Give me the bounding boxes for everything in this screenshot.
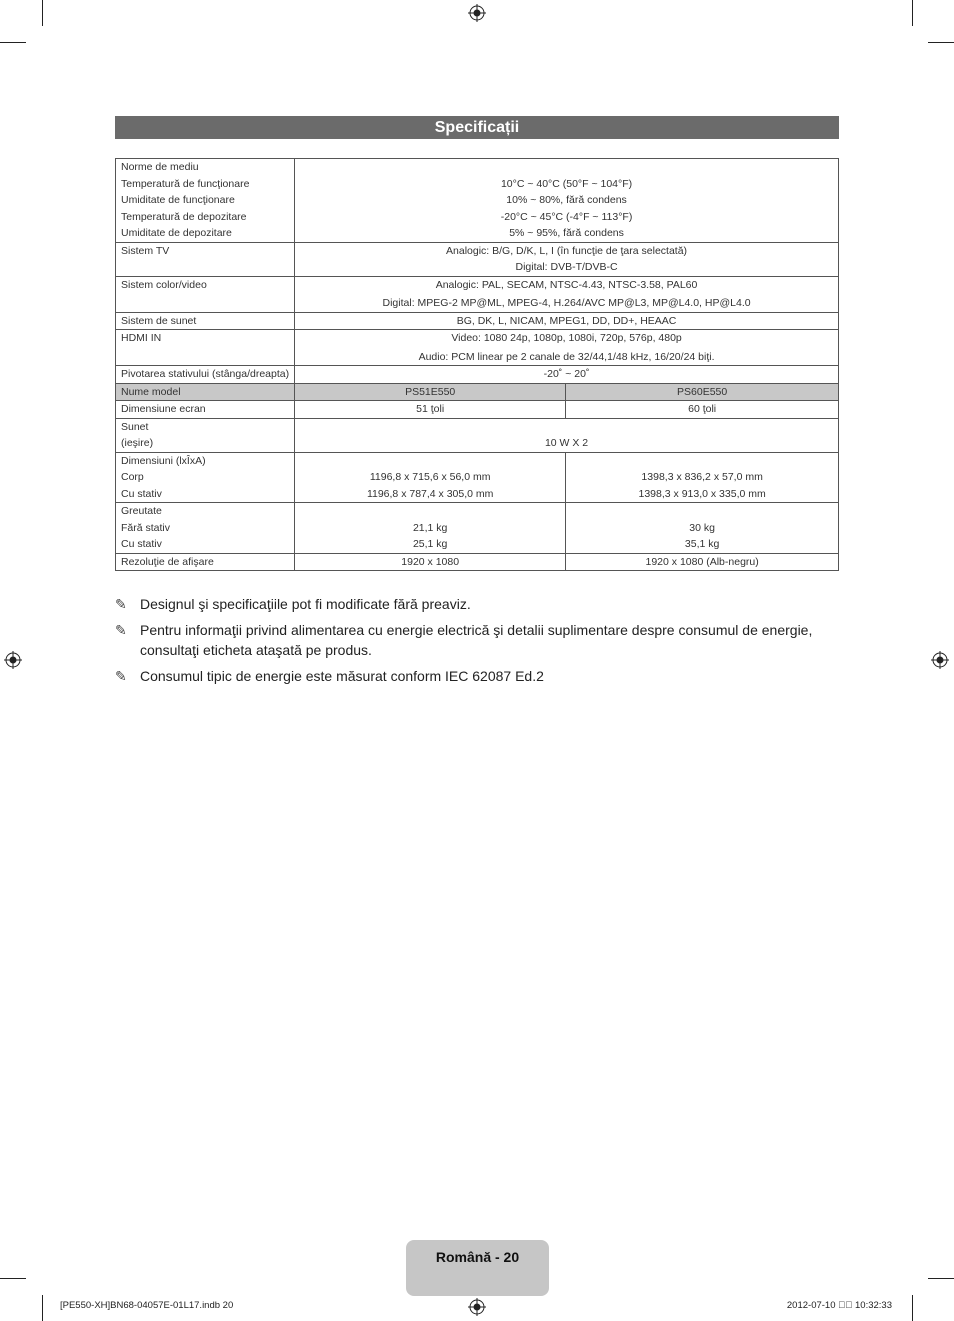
weight-b: [566, 503, 839, 554]
crop-mark: [42, 0, 43, 26]
resolution-b: 1920 x 1080 (Alb-negru): [566, 553, 839, 571]
table-row: [116, 503, 839, 554]
note-item: [115, 594, 839, 614]
note-text: Consumul tipic de energie este măsurat conform IEC 62087 Ed.2: [140, 668, 544, 684]
pencil-icon: ✎: [115, 668, 127, 684]
dimensions-label: Dimensiuni (lxÎxA): [121, 454, 206, 467]
table-row: [116, 553, 839, 571]
env-label: Umiditate de funcţionare: [121, 194, 235, 206]
crop-mark: [42, 1295, 43, 1321]
tv-system-label: Sistem TV: [116, 242, 295, 276]
table-row: [116, 401, 839, 419]
model-label: Nume model: [116, 383, 295, 401]
sound-system-value: BG, DK, L, NICAM, MPEG1, DD, DD+, HEAAC: [295, 312, 839, 330]
sound-label-cell: [116, 418, 295, 452]
footer-timestamp: 2012-07-10 ￿￿ 10:32:33: [786, 1300, 892, 1311]
swivel-label: Pivotarea stativului (stânga/dreapta): [116, 366, 295, 384]
hdmi-value: [295, 330, 839, 366]
dimensions-b: [566, 452, 839, 503]
tv-system-value: [295, 242, 839, 276]
crop-mark: [0, 42, 26, 43]
note-text: Designul şi specificaţiile pot fi modificate fără preaviz.: [140, 596, 471, 612]
dimensions-label: Corp: [121, 471, 144, 483]
screen-label: Dimensiune ecran: [116, 401, 295, 419]
env-label: Norme de mediu: [121, 161, 199, 173]
registration-mark-icon: [468, 1298, 486, 1316]
color-system-label: Sistem color/video: [116, 276, 295, 312]
pencil-icon: ✎: [115, 596, 127, 612]
registration-mark-icon: [4, 651, 22, 669]
hdmi-audio: Audio: PCM linear pe 2 canale de 32/44,1/48 kHz, 16/20/24 biţi.: [418, 350, 715, 363]
weight-label: Fără stativ: [121, 521, 171, 534]
hdmi-label: HDMI IN: [116, 330, 295, 366]
weight-label: Greutate: [121, 505, 162, 517]
spec-table: [115, 158, 839, 571]
dimensions-label-cell: [116, 452, 295, 503]
sound-label-output: (ieşire): [121, 437, 154, 449]
footer-file-info: [PE550-XH]BN68-04057E-01L17.indb 20: [60, 1300, 234, 1311]
weight-a-nostand: 21,1 kg: [412, 521, 448, 534]
screen-a: 51 ţoli: [295, 401, 566, 419]
dimensions-label: Cu stativ: [121, 487, 162, 500]
weight-label: Cu stativ: [121, 538, 162, 550]
sound-system-label: Sistem de sunet: [116, 312, 295, 330]
crop-mark: [0, 1278, 26, 1279]
weight-b-stand: 35,1 kg: [684, 538, 720, 550]
sound-value: 10 W X 2: [295, 418, 839, 452]
table-row: [116, 366, 839, 384]
registration-mark-icon: [468, 4, 486, 22]
env-value: 10°C ~ 40°C (50°F ~ 104°F): [500, 177, 633, 190]
env-label: Umiditate de depozitare: [121, 227, 232, 239]
dimensions-a-stand: 1196,8 x 787,4 x 305,0 mm: [366, 487, 494, 500]
table-row: [116, 276, 839, 312]
table-row: [116, 242, 839, 276]
registration-mark-icon: [931, 651, 949, 669]
weight-a-stand: 25,1 kg: [412, 538, 448, 550]
env-value: 5% ~ 95%, fără condens: [509, 227, 624, 239]
env-label: Temperatură de depozitare: [121, 210, 247, 223]
screen-b: 60 ţoli: [566, 401, 839, 419]
pencil-icon: ✎: [115, 622, 127, 638]
tv-system-digital: Digital: DVB-T/DVB-C: [515, 261, 618, 273]
table-row: [116, 312, 839, 330]
hdmi-video: Video: 1080 24p, 1080p, 1080i, 720p, 576p, 480p: [451, 332, 682, 344]
env-value: 10% ~ 80%, fără condens: [506, 194, 627, 206]
page-number-tab: [406, 1240, 549, 1296]
sound-label: Sunet: [121, 420, 149, 433]
dimensions-b-body: 1398,3 x 836,2 x 57,0 mm: [641, 471, 763, 483]
tv-system-analog: Analogic: B/G, D/K, L, I (în funcţie de ţara selectată): [446, 244, 688, 257]
dimensions-a: [295, 452, 566, 503]
env-value-cell: [295, 159, 839, 243]
weight-label-cell: [116, 503, 295, 554]
dimensions-a-body: 1196,8 x 715,6 x 56,0 mm: [369, 471, 491, 483]
color-system-analog: Analogic: PAL, SECAM, NTSC-4.43, NTSC-3.58, PAL60: [435, 278, 698, 291]
color-system-value: [295, 276, 839, 312]
dimensions-b-stand: 1398,3 x 913,0 x 335,0 mm: [638, 487, 766, 500]
table-row: [116, 452, 839, 503]
crop-mark: [912, 0, 913, 26]
crop-mark: [912, 1295, 913, 1321]
crop-mark: [928, 42, 954, 43]
resolution-label: Rezoluţie de afişare: [116, 553, 295, 571]
crop-mark: [928, 1278, 954, 1279]
table-row: [116, 330, 839, 366]
table-row: [116, 418, 839, 452]
table-row: [116, 159, 839, 243]
section-title: Specificații: [115, 116, 839, 139]
model-a: PS51E550: [295, 383, 566, 401]
table-row: [116, 383, 839, 401]
weight-b-nostand: 30 kg: [689, 521, 715, 534]
model-b: PS60E550: [566, 383, 839, 401]
page-number: Română - 20: [435, 1249, 520, 1265]
swivel-value: -20˚ ~ 20˚: [295, 366, 839, 384]
resolution-a: 1920 x 1080: [295, 553, 566, 571]
weight-a: [295, 503, 566, 554]
notes-list: [115, 594, 839, 692]
note-item: [115, 620, 839, 660]
env-label-cell: [116, 159, 295, 243]
note-text: Pentru informaţii privind alimentarea cu energie electrică şi detalii suplimentare despre consumul de energie, consultaţi eticheta ataşată pe produs.: [140, 622, 813, 658]
env-value: -20°C ~ 45°C (-4°F ~ 113°F): [500, 210, 633, 223]
env-label: Temperatură de funcţionare: [121, 177, 250, 190]
note-item: [115, 666, 839, 686]
color-system-digital: Digital: MPEG-2 MP@ML, MPEG-4, H.264/AVC MP@L3, MP@L4.0, HP@L4.0: [382, 297, 751, 309]
